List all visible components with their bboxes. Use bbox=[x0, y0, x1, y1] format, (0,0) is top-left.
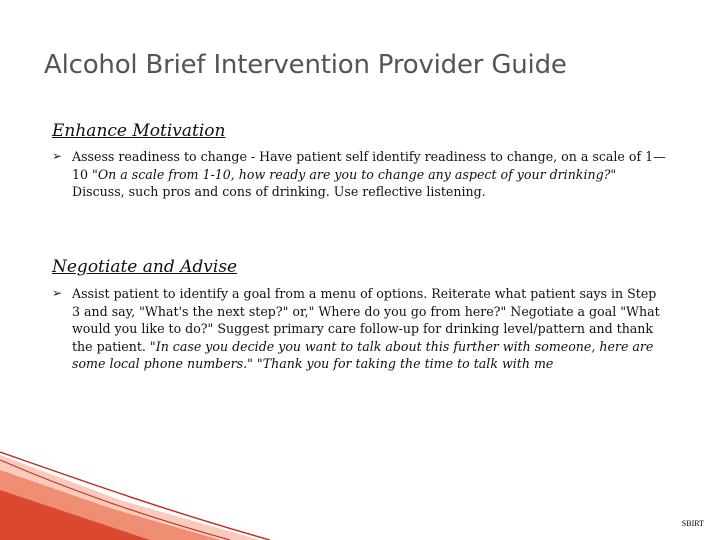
bullet-text bbox=[72, 148, 668, 201]
bullet-text-regular: Assess readiness to change - Have patient self identify readiness to change, on a scale of 1—10 bbox=[72, 149, 666, 182]
bullet-text bbox=[72, 285, 668, 373]
arrow-bullet-icon: ➢ bbox=[52, 149, 63, 163]
bullet-text-regular: Assist patient to identify a goal from a menu of options. Reiterate what patient says in Step 3 and say, "What's the next step?" or," Where do you go from here?" Negotiate a goal "What would you like to do?" Suggest primary care follow-up for drinking level/pattern and thank the patient. bbox=[72, 286, 660, 354]
bullet-text-italic: "On a scale from 1-10, how ready are you to change any aspect of your drinking?" bbox=[92, 166, 617, 182]
footer-label: SBIRT bbox=[681, 519, 704, 528]
section-heading-negotiate-advise: Negotiate and Advise bbox=[52, 257, 238, 277]
bullet-text-italic: "In case you decide you want to talk about this further with someone, here are some local phone numbers." "Thank you for taking the time to talk with me bbox=[72, 338, 654, 372]
section-heading-enhance-motivation: Enhance Motivation bbox=[52, 121, 226, 141]
page-title: Alcohol Brief Intervention Provider Guide bbox=[44, 50, 567, 80]
arrow-bullet-icon: ➢ bbox=[52, 286, 63, 300]
bullet-text-regular: Discuss, such pros and cons of drinking. Use reflective listening. bbox=[72, 184, 486, 200]
